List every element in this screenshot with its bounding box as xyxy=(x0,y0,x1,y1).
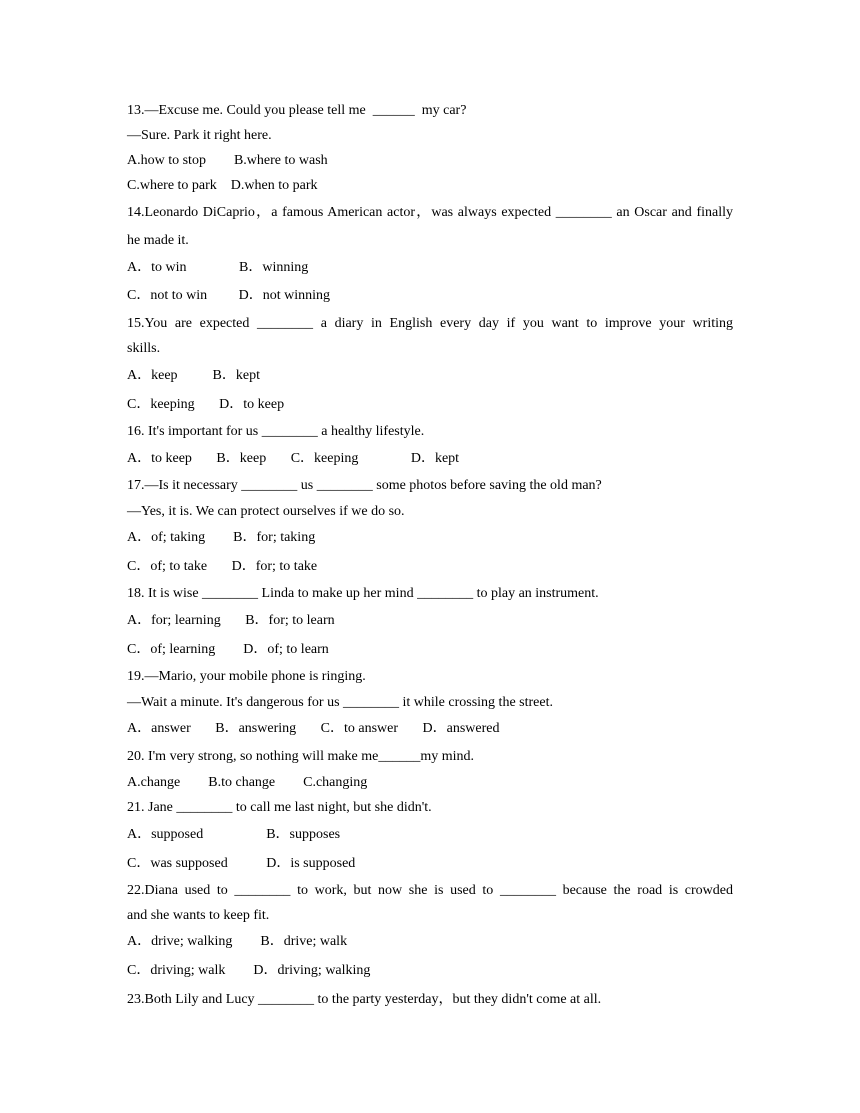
question-21-options-cd: C．was supposed D．is supposed xyxy=(127,856,356,871)
question-22-stem-cont: and she wants to keep fit. xyxy=(127,908,270,923)
question-15-stem: 15.You are expected ________ a diary in English every day if you want to improve your writing xyxy=(127,316,733,331)
question-14-options-cd: C．not to win D．not winning xyxy=(127,288,331,303)
question-22-stem: 22.Diana used to ________ to work, but now she is used to ________ because the road is crowded xyxy=(127,883,733,898)
question-16-stem: 16. It's important for us ________ a healthy lifestyle. xyxy=(127,424,425,439)
question-13-stem: 13.—Excuse me. Could you please tell me ______ my car? xyxy=(127,103,467,118)
question-17-options-cd: C．of; to take D．for; to take xyxy=(127,559,318,574)
question-21-stem: 21. Jane ________ to call me last night, but she didn't. xyxy=(127,800,432,815)
question-14-stem: 14.Leonardo DiCaprio，a famous American actor，was always expected ________ an Oscar and finally xyxy=(127,205,733,220)
question-19-stem: 19.—Mario, your mobile phone is ringing. xyxy=(127,669,366,684)
question-20-options: A.change B.to change C.changing xyxy=(127,775,368,790)
question-23-stem: 23.Both Lily and Lucy ________ to the party yesterday，but they didn't come at all. xyxy=(127,992,602,1007)
question-16-options: A．to keep B．keep C．keeping D．kept xyxy=(127,451,460,466)
question-15-options-ab: A．keep B．kept xyxy=(127,368,260,383)
question-20-stem: 20. I'm very strong, so nothing will make me______my mind. xyxy=(127,749,475,764)
question-22-options-cd: C．driving; walk D．driving; walking xyxy=(127,963,371,978)
question-14-options-ab: A．to win B．winning xyxy=(127,260,309,275)
question-17-reply: —Yes, it is. We can protect ourselves if we do so. xyxy=(127,504,405,519)
question-19-reply: —Wait a minute. It's dangerous for us ________ it while crossing the street. xyxy=(127,695,553,710)
question-15-stem-cont: skills. xyxy=(127,341,161,356)
question-14-stem-cont: he made it. xyxy=(127,233,189,248)
question-15-options-cd: C．keeping D．to keep xyxy=(127,397,285,412)
question-18-options-cd: C．of; learning D．of; to learn xyxy=(127,642,329,657)
question-17-stem: 17.—Is it necessary ________ us ________ some photos before saving the old man? xyxy=(127,478,602,493)
question-13-options-cd: C.where to park D.when to park xyxy=(127,178,318,193)
question-22-options-ab: A．drive; walking B．drive; walk xyxy=(127,934,348,949)
question-13-reply: —Sure. Park it right here. xyxy=(127,128,272,143)
question-18-options-ab: A．for; learning B．for; to learn xyxy=(127,613,335,628)
question-17-options-ab: A．of; taking B．for; taking xyxy=(127,530,316,545)
question-21-options-ab: A．supposed B．supposes xyxy=(127,827,341,842)
question-19-options: A．answer B．answering C．to answer D．answered xyxy=(127,721,500,736)
question-13-options-ab: A.how to stop B.where to wash xyxy=(127,153,328,168)
question-18-stem: 18. It is wise ________ Linda to make up her mind ________ to play an instrument. xyxy=(127,586,599,601)
